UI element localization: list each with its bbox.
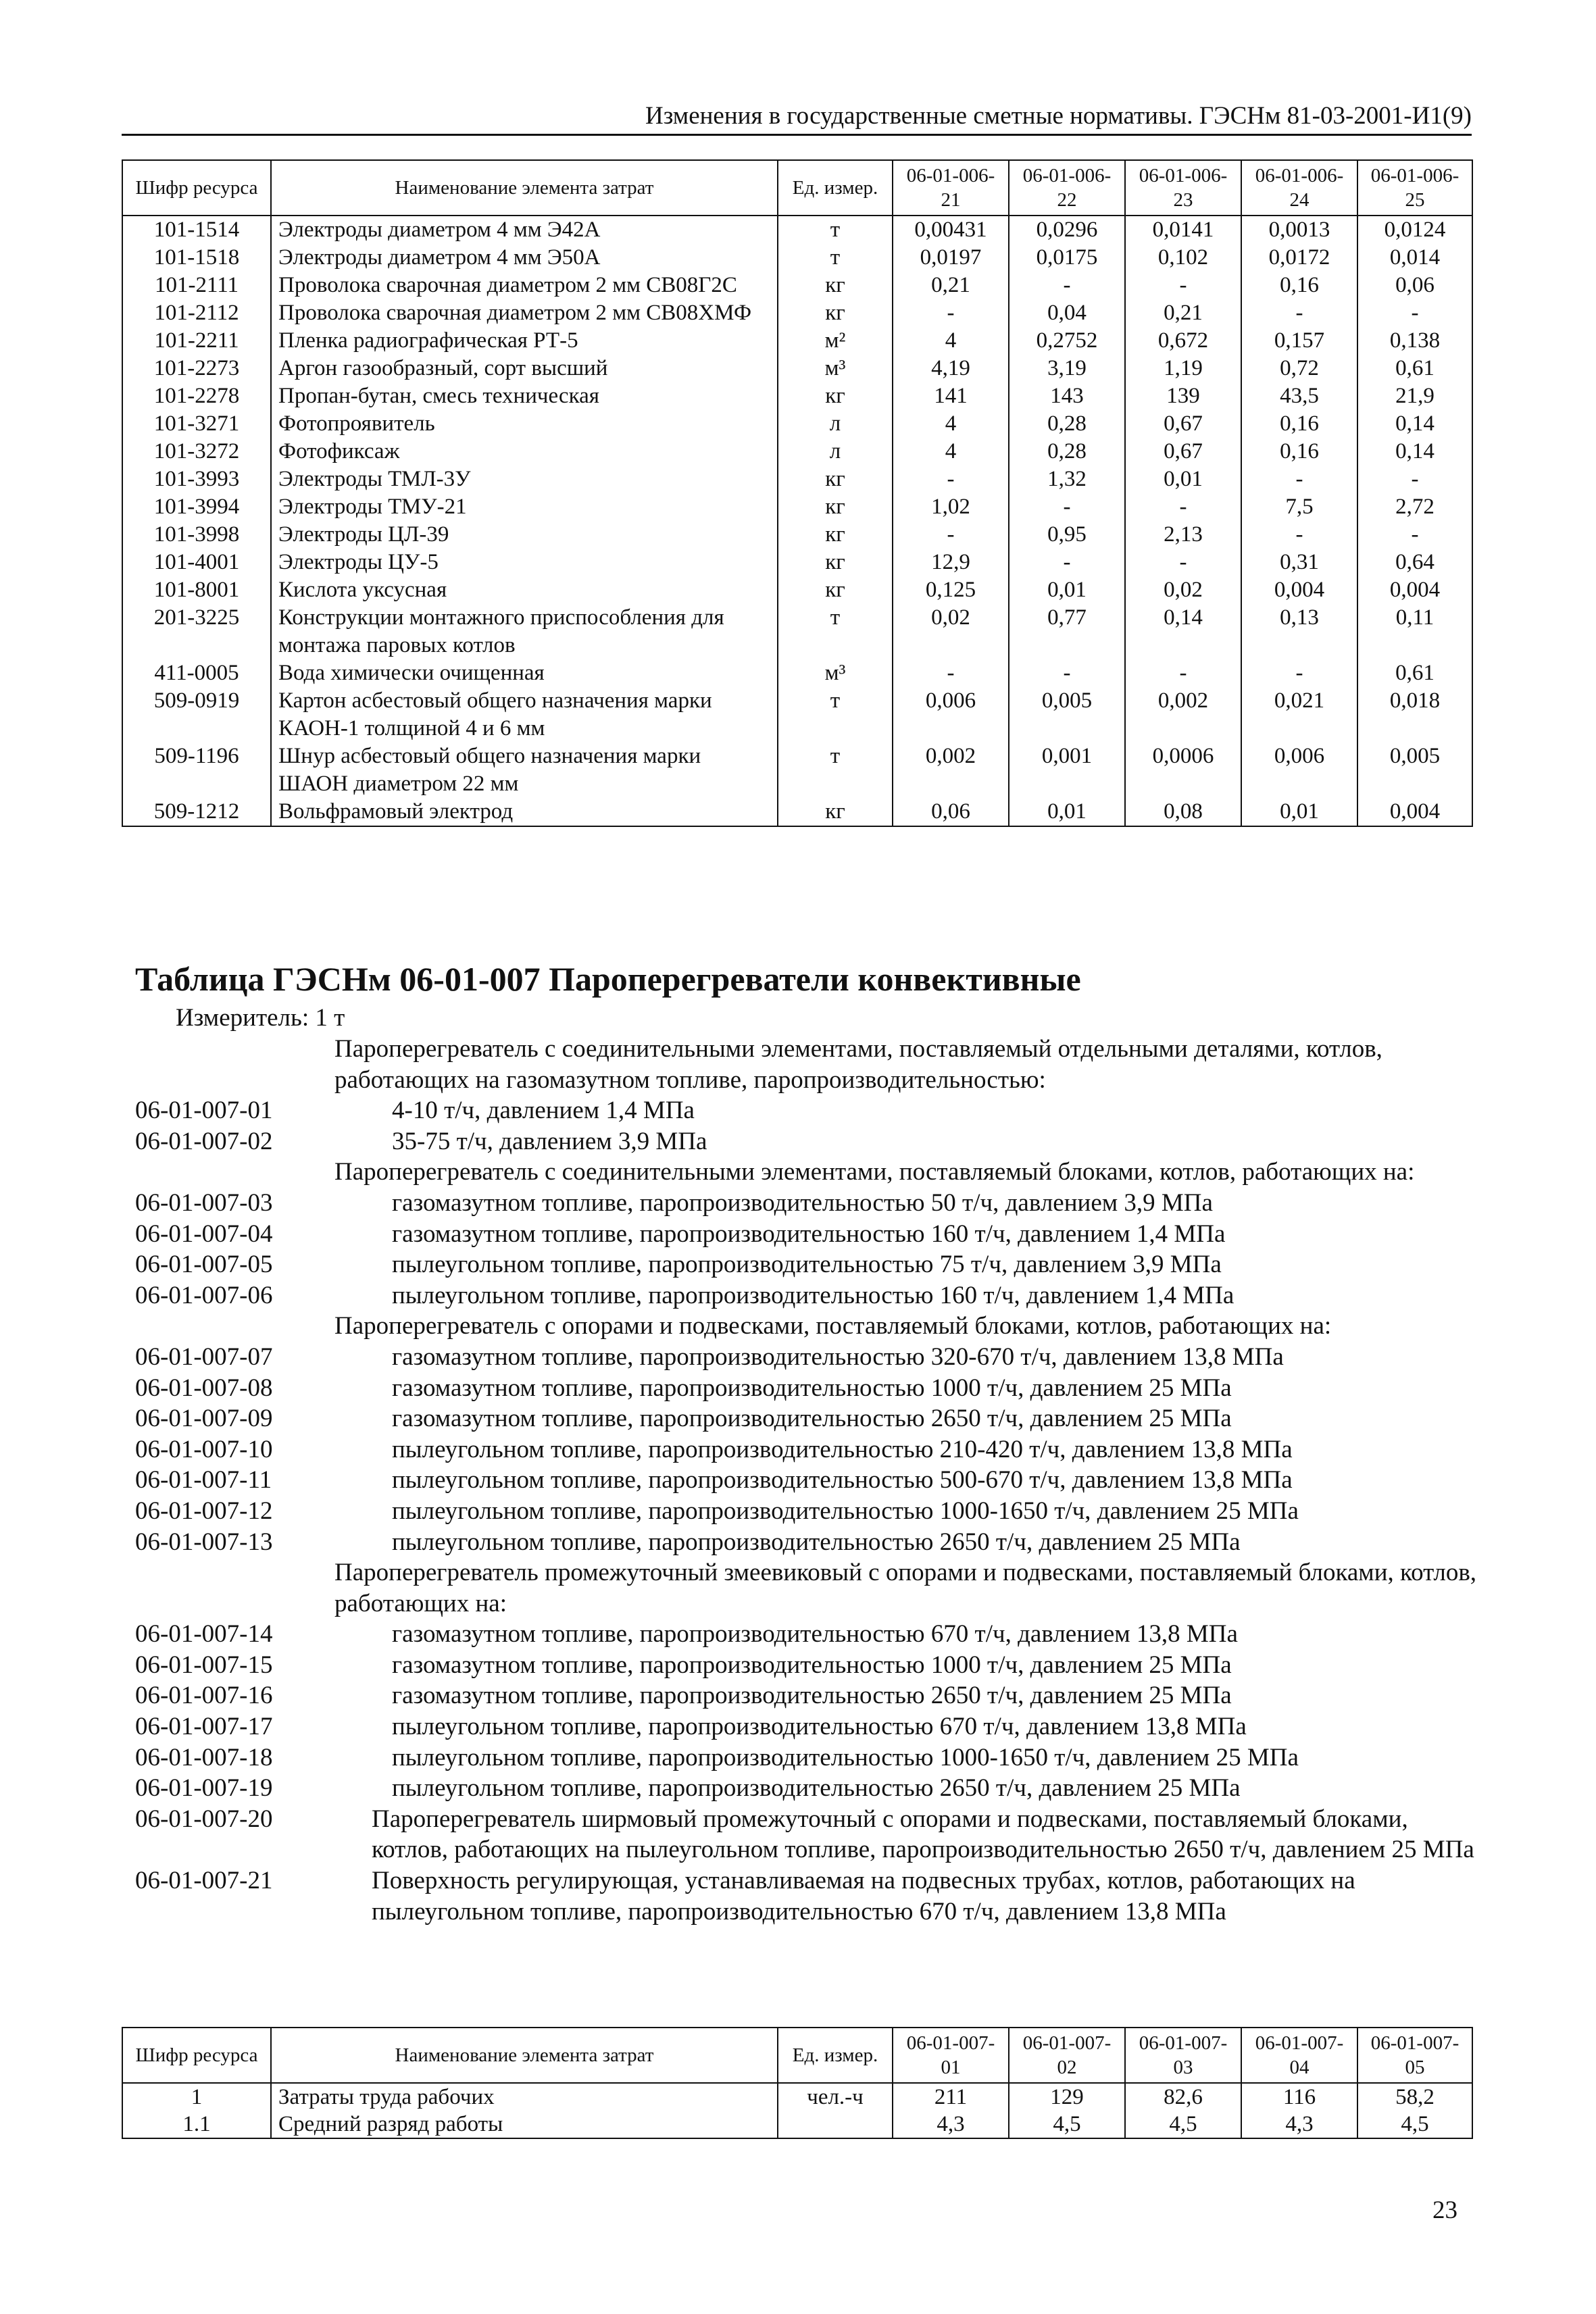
norm-list <box>135 1034 1480 1927</box>
resource-name-cell: Вольфрамовый электрод <box>271 798 778 826</box>
col-header-unit: Ед. измер. <box>778 160 893 216</box>
resource-code-cell: 101-1514 <box>122 216 271 244</box>
norm-code: 06-01-007-12 <box>135 1496 273 1525</box>
value-cell: 0,0175 <box>1009 244 1125 272</box>
value-cell: - <box>1009 493 1125 521</box>
table-row <box>122 604 1472 659</box>
value-cell: 0,006 <box>893 687 1009 743</box>
value-cell: - <box>1009 272 1125 299</box>
unit-cell: т <box>778 604 893 659</box>
running-header: Изменения в государственные сметные нормативы. ГЭСНм 81-03-2001-И1(9) <box>122 101 1472 136</box>
norm-item <box>135 1403 1480 1434</box>
resource-name-cell: Кислота уксусная <box>271 576 778 604</box>
table-row <box>122 743 1472 798</box>
col-header-name: Наименование элемента затрат <box>271 2028 778 2083</box>
norm-item <box>135 1680 1480 1711</box>
unit-cell: кг <box>778 521 893 549</box>
norm-item <box>135 1650 1480 1681</box>
value-cell: 0,004 <box>1357 576 1472 604</box>
value-cell: 0,014 <box>1357 244 1472 272</box>
value-cell: - <box>1009 659 1125 687</box>
col-header-norm: 06-01-007-05 <box>1357 2028 1472 2083</box>
value-cell: 0,125 <box>893 576 1009 604</box>
col-header-code: Шифр ресурса <box>122 2028 271 2083</box>
unit-cell: кг <box>778 493 893 521</box>
value-cell: 0,72 <box>1241 355 1357 382</box>
resource-name-cell: Электроды ЦУ-5 <box>271 549 778 576</box>
resource-code-cell: 509-1212 <box>122 798 271 826</box>
unit-cell: кг <box>778 272 893 299</box>
value-cell: - <box>893 299 1009 327</box>
value-cell: 116 <box>1241 2083 1357 2111</box>
resource-name-cell: Аргон газообразный, сорт высший <box>271 355 778 382</box>
unit-cell: т <box>778 216 893 244</box>
value-cell: 12,9 <box>893 549 1009 576</box>
value-cell: 43,5 <box>1241 382 1357 410</box>
unit-cell: чел.-ч <box>778 2083 893 2111</box>
value-cell: 0,004 <box>1241 576 1357 604</box>
table-row <box>122 244 1472 272</box>
norm-text: Пароперегреватель ширмовый промежуточный с опорами и подвесками, поставляемый блоками, котлов, работающих на пылеугольном топливе, паропроизводительностью 2650 т/ч, давлением 25 МПа <box>372 1805 1474 1864</box>
norm-code: 06-01-007-07 <box>135 1342 273 1371</box>
table-row <box>122 466 1472 493</box>
col-header-norm: 06-01-007-04 <box>1241 2028 1357 2083</box>
unit-cell: л <box>778 438 893 466</box>
table-row <box>122 410 1472 438</box>
norm-code: 06-01-007-06 <box>135 1281 273 1309</box>
norm-item <box>135 1465 1480 1496</box>
norm-code: 06-01-007-04 <box>135 1219 273 1248</box>
value-cell: 0,0197 <box>893 244 1009 272</box>
value-cell: 4,19 <box>893 355 1009 382</box>
norm-group-heading <box>135 1557 1480 1619</box>
value-cell: - <box>1357 466 1472 493</box>
col-header-norm: 06-01-007-01 <box>893 2028 1009 2083</box>
value-cell: 0,16 <box>1241 438 1357 466</box>
table-row <box>122 2111 1472 2138</box>
norm-code: 06-01-007-20 <box>135 1805 273 1833</box>
value-cell: 4,3 <box>893 2111 1009 2138</box>
norm-text: 35-75 т/ч, давлением 3,9 МПа <box>392 1127 707 1155</box>
unit-cell: м² <box>778 327 893 355</box>
resource-name-cell: Конструкции монтажного приспособления для монтажа паровых котлов <box>271 604 778 659</box>
norm-item <box>135 1865 1480 1927</box>
norm-code: 06-01-007-02 <box>135 1127 273 1155</box>
value-cell: 0,005 <box>1009 687 1125 743</box>
norm-text: пылеугольном топливе, паропроизводительностью 75 т/ч, давлением 3,9 МПа <box>392 1251 1222 1279</box>
value-cell: 0,021 <box>1241 687 1357 743</box>
value-cell: 0,0296 <box>1009 216 1125 244</box>
norm-group-heading <box>135 1311 1480 1342</box>
resource-name-cell: Пленка радиографическая РТ-5 <box>271 327 778 355</box>
norm-text: газомазутном топливе, паропроизводительностью 160 т/ч, давлением 1,4 МПа <box>392 1219 1226 1248</box>
col-header-unit: Ед. измер. <box>778 2028 893 2083</box>
norm-text: Пароперегреватель с опорами и подвесками, поставляемый блоками, котлов, работающих на: <box>334 1312 1332 1340</box>
value-cell: 0,14 <box>1125 604 1241 659</box>
value-cell: 0,00431 <box>893 216 1009 244</box>
resource-code-cell: 101-4001 <box>122 549 271 576</box>
table-row <box>122 299 1472 327</box>
norm-item <box>135 1619 1480 1650</box>
value-cell: 0,16 <box>1241 410 1357 438</box>
norm-item <box>135 1496 1480 1527</box>
table-row <box>122 659 1472 687</box>
value-cell: 0,67 <box>1125 438 1241 466</box>
resources-table-006 <box>122 159 1473 827</box>
value-cell: - <box>1125 549 1241 576</box>
norm-item <box>135 1773 1480 1804</box>
value-cell: 0,16 <box>1241 272 1357 299</box>
norm-code: 06-01-007-14 <box>135 1620 273 1649</box>
value-cell: - <box>1357 521 1472 549</box>
resource-name-cell: Электроды диаметром 4 мм Э42А <box>271 216 778 244</box>
value-cell: 21,9 <box>1357 382 1472 410</box>
measure-unit: Измеритель: 1 т <box>176 1004 345 1032</box>
value-cell: 0,0013 <box>1241 216 1357 244</box>
value-cell: 0,21 <box>893 272 1009 299</box>
table-header-row <box>122 2028 1472 2083</box>
value-cell: 0,13 <box>1241 604 1357 659</box>
value-cell: 141 <box>893 382 1009 410</box>
table-row <box>122 355 1472 382</box>
value-cell: - <box>893 466 1009 493</box>
table-row <box>122 438 1472 466</box>
value-cell: 0,018 <box>1357 687 1472 743</box>
col-header-name: Наименование элемента затрат <box>271 160 778 216</box>
table-body <box>122 216 1472 826</box>
norm-item <box>135 1711 1480 1742</box>
value-cell: 0,67 <box>1125 410 1241 438</box>
unit-cell: кг <box>778 576 893 604</box>
norm-code: 06-01-007-09 <box>135 1405 273 1433</box>
unit-cell: т <box>778 743 893 798</box>
resource-code-cell: 101-3994 <box>122 493 271 521</box>
value-cell: 0,14 <box>1357 438 1472 466</box>
value-cell: 0,06 <box>1357 272 1472 299</box>
value-cell: 58,2 <box>1357 2083 1472 2111</box>
norm-text: пылеугольном топливе, паропроизводительностью 670 т/ч, давлением 13,8 МПа <box>392 1713 1247 1741</box>
resource-code-cell: 509-1196 <box>122 743 271 798</box>
value-cell: 0,21 <box>1125 299 1241 327</box>
resource-name-cell: Проволока сварочная диаметром 2 мм СВ08ХМФ <box>271 299 778 327</box>
norm-text: газомазутном топливе, паропроизводительностью 2650 т/ч, давлением 25 МПа <box>392 1682 1232 1710</box>
value-cell: - <box>1241 521 1357 549</box>
norm-text: пылеугольном топливе, паропроизводительностью 2650 т/ч, давлением 25 МПа <box>392 1774 1241 1803</box>
resource-name-cell: Электроды ТМЛ-3У <box>271 466 778 493</box>
norm-item <box>135 1373 1480 1404</box>
table-body <box>122 2083 1472 2138</box>
value-cell: 0,005 <box>1357 743 1472 798</box>
value-cell: 0,2752 <box>1009 327 1125 355</box>
value-cell: 0,95 <box>1009 521 1125 549</box>
value-cell: 0,01 <box>1125 466 1241 493</box>
resource-code-cell: 101-1518 <box>122 244 271 272</box>
value-cell: 4,3 <box>1241 2111 1357 2138</box>
norm-text: Пароперегреватель промежуточный змеевиковый с опорами и подвесками, поставляемый блоками, котлов, работающих на: <box>334 1559 1477 1617</box>
value-cell: 7,5 <box>1241 493 1357 521</box>
norm-text: пылеугольном топливе, паропроизводительностью 500-670 т/ч, давлением 13,8 МПа <box>392 1466 1293 1494</box>
norm-text: газомазутном топливе, паропроизводительностью 2650 т/ч, давлением 25 МПа <box>392 1405 1232 1433</box>
value-cell: 0,01 <box>1241 798 1357 826</box>
value-cell: 0,002 <box>1125 687 1241 743</box>
norm-text: газомазутном топливе, паропроизводительностью 320-670 т/ч, давлением 13,8 МПа <box>392 1342 1284 1371</box>
col-header-norm: 06-01-006-21 <box>893 160 1009 216</box>
unit-cell <box>778 2111 893 2138</box>
value-cell: 0,02 <box>1125 576 1241 604</box>
norm-code: 06-01-007-16 <box>135 1682 273 1710</box>
resource-code-cell: 1 <box>122 2083 271 2111</box>
value-cell: 4,5 <box>1009 2111 1125 2138</box>
norm-code: 06-01-007-19 <box>135 1774 273 1803</box>
norm-item <box>135 1804 1480 1865</box>
unit-cell: кг <box>778 798 893 826</box>
norm-code: 06-01-007-10 <box>135 1435 273 1463</box>
table-row <box>122 687 1472 743</box>
col-header-norm: 06-01-006-25 <box>1357 160 1472 216</box>
unit-cell: л <box>778 410 893 438</box>
resource-code-cell: 101-2273 <box>122 355 271 382</box>
resource-code-cell: 101-3993 <box>122 466 271 493</box>
value-cell: 0,64 <box>1357 549 1472 576</box>
norm-text: газомазутном топливе, паропроизводительностью 1000 т/ч, давлением 25 МПа <box>392 1651 1232 1679</box>
unit-cell: кг <box>778 299 893 327</box>
table-row <box>122 382 1472 410</box>
resource-name-cell: Фотопроявитель <box>271 410 778 438</box>
value-cell: 1,32 <box>1009 466 1125 493</box>
norm-text: пылеугольном топливе, паропроизводительностью 210-420 т/ч, давлением 13,8 МПа <box>392 1435 1293 1463</box>
norm-text: газомазутном топливе, паропроизводительностью 50 т/ч, давлением 3,9 МПа <box>392 1188 1213 1217</box>
value-cell: - <box>1357 299 1472 327</box>
value-cell: 0,08 <box>1125 798 1241 826</box>
value-cell: 0,14 <box>1357 410 1472 438</box>
norm-item <box>135 1434 1480 1465</box>
norm-text: Пароперегреватель с соединительными элементами, поставляемый блоками, котлов, работающих на: <box>334 1158 1415 1186</box>
resource-name-cell: Средний разряд работы <box>271 2111 778 2138</box>
resource-name-cell: Электроды диаметром 4 мм Э50А <box>271 244 778 272</box>
resource-name-cell: Вода химически очищенная <box>271 659 778 687</box>
table-row <box>122 798 1472 826</box>
resource-code-cell: 101-2211 <box>122 327 271 355</box>
value-cell: - <box>893 659 1009 687</box>
value-cell: - <box>1125 493 1241 521</box>
value-cell: 0,77 <box>1009 604 1125 659</box>
resource-code-cell: 101-3272 <box>122 438 271 466</box>
norm-text: газомазутном топливе, паропроизводительностью 670 т/ч, давлением 13,8 МПа <box>392 1620 1238 1649</box>
table-row <box>122 493 1472 521</box>
section-title: Таблица ГЭСНм 06-01-007 Пароперегреватели конвективные <box>135 960 1081 998</box>
norm-item <box>135 1188 1480 1219</box>
unit-cell: т <box>778 687 893 743</box>
resource-code-cell: 101-3271 <box>122 410 271 438</box>
resource-name-cell: Фотофиксаж <box>271 438 778 466</box>
col-header-norm: 06-01-007-03 <box>1125 2028 1241 2083</box>
table-header-row <box>122 160 1472 216</box>
value-cell: 0,004 <box>1357 798 1472 826</box>
resource-code-cell: 509-0919 <box>122 687 271 743</box>
norm-item <box>135 1126 1480 1157</box>
norm-code: 06-01-007-18 <box>135 1743 273 1771</box>
norm-text: пылеугольном топливе, паропроизводительностью 2650 т/ч, давлением 25 МПа <box>392 1528 1241 1556</box>
table-row <box>122 576 1472 604</box>
norm-text: Поверхность регулирующая, устанавливаемая на подвесных трубах, котлов, работающих на пылеугольном топливе, паропроизводительностью 670 т/ч, давлением 13,8 МПа <box>372 1867 1355 1926</box>
value-cell: 0,0141 <box>1125 216 1241 244</box>
resource-code-cell: 101-2111 <box>122 272 271 299</box>
value-cell: 0,002 <box>893 743 1009 798</box>
resource-code-cell: 101-2112 <box>122 299 271 327</box>
table-row <box>122 549 1472 576</box>
unit-cell: кг <box>778 382 893 410</box>
norm-text: пылеугольном топливе, паропроизводительностью 160 т/ч, давлением 1,4 МПа <box>392 1281 1235 1309</box>
norm-code: 06-01-007-05 <box>135 1251 273 1279</box>
value-cell: 143 <box>1009 382 1125 410</box>
value-cell: 0,0006 <box>1125 743 1241 798</box>
value-cell: 0,006 <box>1241 743 1357 798</box>
value-cell: 0,11 <box>1357 604 1472 659</box>
norm-code: 06-01-007-08 <box>135 1374 273 1402</box>
resource-name-cell: Шнур асбестовый общего назначения марки ШАОН диаметром 22 мм <box>271 743 778 798</box>
norm-code: 06-01-007-01 <box>135 1097 273 1125</box>
norm-item <box>135 1249 1480 1280</box>
resource-name-cell: Затраты труда рабочих <box>271 2083 778 2111</box>
resource-name-cell: Пропан-бутан, смесь техническая <box>271 382 778 410</box>
value-cell: 1,02 <box>893 493 1009 521</box>
norm-item <box>135 1342 1480 1373</box>
page-number: 23 <box>1432 2196 1457 2224</box>
value-cell: 129 <box>1009 2083 1125 2111</box>
norm-code: 06-01-007-11 <box>135 1466 272 1494</box>
value-cell: - <box>893 521 1009 549</box>
resource-name-cell: Электроды ЦЛ-39 <box>271 521 778 549</box>
value-cell: 0,0172 <box>1241 244 1357 272</box>
norm-group-heading <box>135 1157 1480 1188</box>
resource-code-cell: 101-3998 <box>122 521 271 549</box>
norm-text: 4-10 т/ч, давлением 1,4 МПа <box>392 1097 695 1125</box>
value-cell: - <box>1009 549 1125 576</box>
value-cell: 211 <box>893 2083 1009 2111</box>
table-row <box>122 521 1472 549</box>
value-cell: 0,102 <box>1125 244 1241 272</box>
unit-cell: кг <box>778 549 893 576</box>
value-cell: 0,01 <box>1009 576 1125 604</box>
value-cell: 0,61 <box>1357 659 1472 687</box>
value-cell: 0,672 <box>1125 327 1241 355</box>
col-header-norm: 06-01-006-22 <box>1009 160 1125 216</box>
value-cell: 4 <box>893 327 1009 355</box>
value-cell: 139 <box>1125 382 1241 410</box>
value-cell: 0,28 <box>1009 410 1125 438</box>
resource-name-cell: Картон асбестовый общего назначения марки КАОН-1 толщиной 4 и 6 мм <box>271 687 778 743</box>
resources-table-007 <box>122 2027 1473 2139</box>
norm-code: 06-01-007-03 <box>135 1188 273 1217</box>
col-header-norm: 06-01-007-02 <box>1009 2028 1125 2083</box>
norm-code: 06-01-007-15 <box>135 1651 273 1679</box>
norm-text: газомазутном топливе, паропроизводительностью 1000 т/ч, давлением 25 МПа <box>392 1374 1232 1402</box>
value-cell: 0,157 <box>1241 327 1357 355</box>
value-cell: - <box>1125 272 1241 299</box>
value-cell: - <box>1241 299 1357 327</box>
resource-code-cell: 1.1 <box>122 2111 271 2138</box>
norm-item <box>135 1219 1480 1250</box>
value-cell: 0,31 <box>1241 549 1357 576</box>
value-cell: - <box>1125 659 1241 687</box>
resource-code-cell: 201-3225 <box>122 604 271 659</box>
table-row <box>122 216 1472 244</box>
value-cell: 2,13 <box>1125 521 1241 549</box>
norm-item <box>135 1527 1480 1558</box>
col-header-norm: 06-01-006-23 <box>1125 160 1241 216</box>
value-cell: 4 <box>893 438 1009 466</box>
norm-item <box>135 1280 1480 1311</box>
value-cell: 0,04 <box>1009 299 1125 327</box>
norm-item <box>135 1095 1480 1126</box>
norm-item <box>135 1742 1480 1774</box>
unit-cell: м³ <box>778 355 893 382</box>
col-header-norm: 06-01-006-24 <box>1241 160 1357 216</box>
value-cell: - <box>1241 466 1357 493</box>
norm-text: пылеугольном топливе, паропроизводительностью 1000-1650 т/ч, давлением 25 МПа <box>392 1496 1299 1525</box>
norm-group-heading <box>135 1034 1480 1095</box>
table-row <box>122 2083 1472 2111</box>
value-cell: 1,19 <box>1125 355 1241 382</box>
value-cell: - <box>1241 659 1357 687</box>
value-cell: 0,02 <box>893 604 1009 659</box>
value-cell: 82,6 <box>1125 2083 1241 2111</box>
value-cell: 0,28 <box>1009 438 1125 466</box>
resource-code-cell: 101-2278 <box>122 382 271 410</box>
col-header-code: Шифр ресурса <box>122 160 271 216</box>
norm-text: пылеугольном топливе, паропроизводительностью 1000-1650 т/ч, давлением 25 МПа <box>392 1743 1299 1771</box>
unit-cell: м³ <box>778 659 893 687</box>
unit-cell: кг <box>778 466 893 493</box>
value-cell: 4,5 <box>1357 2111 1472 2138</box>
resource-code-cell: 101-8001 <box>122 576 271 604</box>
value-cell: 3,19 <box>1009 355 1125 382</box>
norm-code: 06-01-007-21 <box>135 1867 273 1895</box>
value-cell: 4 <box>893 410 1009 438</box>
value-cell: 0,06 <box>893 798 1009 826</box>
value-cell: 0,138 <box>1357 327 1472 355</box>
resource-name-cell: Электроды ТМУ-21 <box>271 493 778 521</box>
value-cell: 4,5 <box>1125 2111 1241 2138</box>
value-cell: 0,001 <box>1009 743 1125 798</box>
value-cell: 0,61 <box>1357 355 1472 382</box>
norm-code: 06-01-007-13 <box>135 1528 273 1556</box>
resource-name-cell: Проволока сварочная диаметром 2 мм СВ08Г2С <box>271 272 778 299</box>
resource-code-cell: 411-0005 <box>122 659 271 687</box>
norm-code: 06-01-007-17 <box>135 1713 273 1741</box>
value-cell: 0,0124 <box>1357 216 1472 244</box>
norm-text: Пароперегреватель с соединительными элементами, поставляемый отдельными деталями, котлов, работающих на газомазутном топливе, паропроизводительностью: <box>334 1035 1382 1094</box>
value-cell: 0,01 <box>1009 798 1125 826</box>
table-row <box>122 327 1472 355</box>
value-cell: 2,72 <box>1357 493 1472 521</box>
unit-cell: т <box>778 244 893 272</box>
table-row <box>122 272 1472 299</box>
